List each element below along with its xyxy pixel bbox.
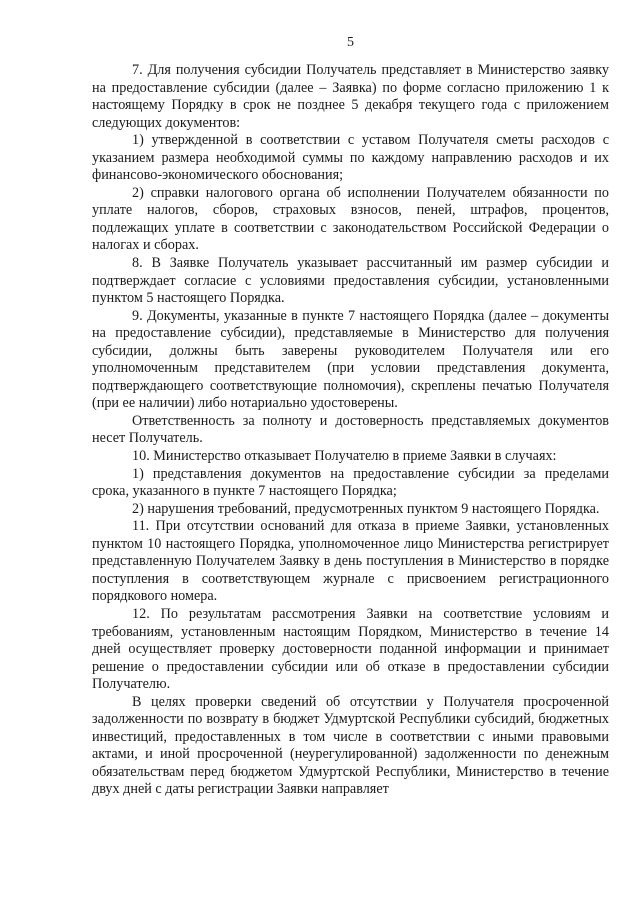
page-number: 5	[347, 35, 354, 50]
paragraph-10-item-2: 2) нарушения требований, предусмотренных пунктом 9 настоящего Порядка.	[132, 500, 600, 517]
paragraph-9-responsibility: Ответственность за полноту и достоверность представляемых документов несет Получатель.	[92, 412, 609, 447]
paragraph-9: 9. Документы, указанные в пункте 7 настоящего Порядка (далее – документы на предоставление субсидии), представляемые в Министерство для получения субсидии, должны быть заверены руководителем Получателя или его уполномоченным представителем (при условии представления документа, подтверждающего соответствующие полномочия), скреплены печатью Получателя (при ее наличии) либо нотариально удостоверены.	[92, 307, 609, 412]
paragraph-10: 10. Министерство отказывает Получателю в приеме Заявки в случаях:	[132, 448, 557, 465]
document-page	[92, 34, 609, 799]
paragraph-10-item-1: 1) представления документов на предоставление субсидии за пределами срока, указанного в пункте 7 настоящего Порядка;	[92, 465, 609, 500]
paragraph-8: 8. В Заявке Получатель указывает рассчитанный им размер субсидии и подтверждает согласие с условиями предоставления субсидии, установленными пунктом 5 настоящего Порядка.	[92, 255, 609, 307]
paragraph-12-verification: В целях проверки сведений об отсутствии у Получателя просроченной задолженности по возврату в бюджет Удмуртской Республики субсидий, бюджетных инвестиций, предоставленных в том числе в соответствии с иными правовыми актами, и иной просроченной (неурегулированной) задолженности по денежным обязательствам перед бюджетом Удмуртской Республики, Министерство в течение двух дней с даты регистрации Заявки направляет	[92, 693, 609, 798]
paragraph-7-item-2: 2) справки налогового органа об исполнении Получателем обязанности по уплате налогов, сборов, страховых взносов, пеней, штрафов, процентов, подлежащих уплате в соответствии с законодательством Российской Федерации о налогах и сборах.	[92, 184, 609, 254]
paragraph-7-item-1: 1) утвержденной в соответствии с уставом Получателя сметы расходов с указанием размера необходимой суммы по каждому направлению расходов и их финансово-экономического обоснования;	[92, 132, 609, 184]
paragraph-7: 7. Для получения субсидии Получатель представляет в Министерство заявку на предоставление субсидии (далее – Заявка) по форме согласно приложению 1 к настоящему Порядку в срок не позднее 5 декабря текущего года с приложением следующих документов:	[92, 62, 609, 131]
paragraph-11: 11. При отсутствии оснований для отказа в приеме Заявки, установленных пунктом 10 настоящего Порядка, уполномоченное лицо Министерства регистрирует представленную Получателем Заявку в день поступления в Министерство в порядке поступления в соответствующем журнале с присвоением регистрационного порядкового номера.	[92, 518, 609, 605]
paragraph-12: 12. По результатам рассмотрения Заявки на соответствие условиям и требованиям, установленным настоящим Порядком, Министерство в течение 14 дней осуществляет проверку достоверности поданной информации и принимает решение о предоставлении субсидии или об отказе в предоставлении субсидии Получателю.	[92, 605, 609, 693]
